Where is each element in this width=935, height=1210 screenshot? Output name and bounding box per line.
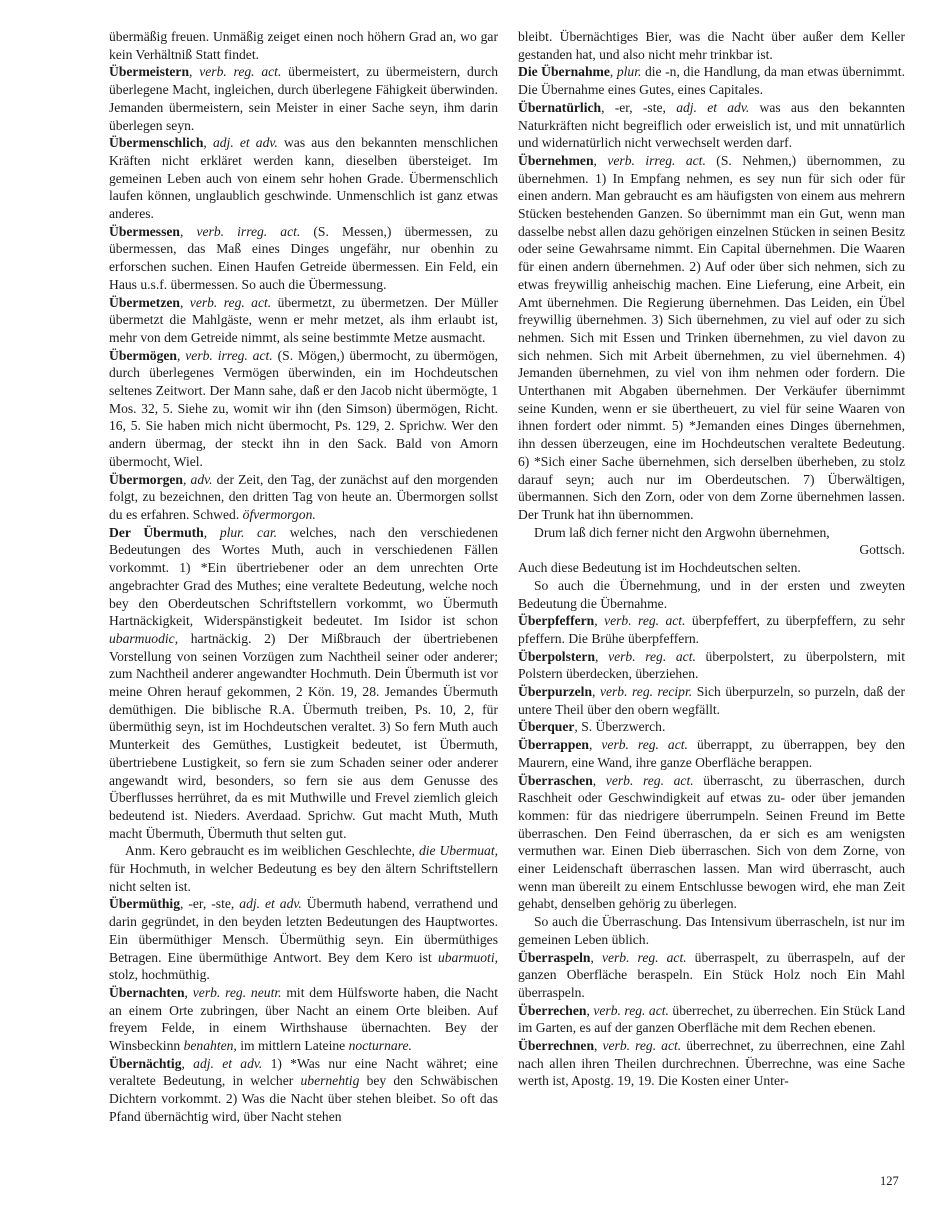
grammar-label: verb. reg. act. bbox=[602, 1038, 682, 1054]
headword: Übernachten bbox=[109, 984, 185, 1000]
definition: überpolstert, zu überpolstern, mit Polstern überdecken, überziehen. bbox=[518, 648, 906, 682]
definition-cont: bey den Schwäbischen Dichtern vorkommt. 2) Was die Nacht über stehen bleibet. So oft das Pfand übernächtig wird, über Nacht stehen bbox=[109, 1073, 498, 1124]
grammar-label: adj. et adv. bbox=[676, 99, 750, 115]
entry-ueberraspeln: Überraspeln, verb. reg. act. überraspelt, zu überraspeln, auf der ganzen Oberfläche beraspeln. Ein Stück Holz noch Ein Mahl überraspeln. bbox=[518, 949, 905, 1000]
definition: überraspelt, zu überraspeln, auf der ganzen Oberfläche beraspeln. Ein Stück Holz noch Ein Mahl überraspeln. bbox=[518, 949, 905, 1000]
definition: die -n, die Handlung, da man etwas übernimmt. Die Übernahme eines Gutes, eines Capitales. bbox=[518, 64, 906, 98]
definition: was aus den bekannten Naturkräften nicht begreiflich oder erweislich ist, und mit unnatürlich und widernatürlich nicht verwechselt werden darf. bbox=[518, 99, 905, 151]
verse-quote: Drum laß dich ferner nicht den Argwohn übernehmen, bbox=[534, 524, 830, 540]
definition: überrechet, zu überrechen. Ein Stück Land im Garten, es auf der ganzen Oberfläche mit dem Rechen ebenen. bbox=[518, 1002, 906, 1036]
definition: was aus den bekannten menschlichen Kräften nicht erkläret werden kann, dieselben übersteiget. Im gemeinen Leben auch von einem sehr hohen Grade. Übermenschlich laufen können, unglaublich geschwinde. Unmenschlich ist ganz etwas anderes. bbox=[109, 135, 498, 222]
entry-uebermuth: Der Übermuth, plur. car. welches, nach den verschiedenen Bedeutungen des Wortes Muth, auch in verschiedenen Fällen vorkommt. 1) *Ein übertriebener oder an dem unrechten Orte angebrachter Grad des Muthes; eine veraltete Bedeutung, welche noch bey den Oberdeutschen Schriftstellern vorkommt, wo Übermuth Hartnäckigkeit, Widerspänstigkeit bedeutet. Im Isidor ist schon ubarmuodic, hartnäckig. 2) Der Mißbrauch der übertriebenen Vorstellung von seinen Vorzügen zum Nachtheil seiner oder anderer; zum Nachtheil anderer angewandter Hochmuth. Dein Übermuth ist vor meine Ohren herauf gekommen, 2 Kön. 19, 28. Jemandes Übermuth demüthigen. Die biblische R.A. Übermuth treiben, Ps. 10, 2, für übermüthig seyn, ist im Hochdeutschen veraltet. 3) So fern Muth auch Munterkeit des Gemüthes, Lustigkeit bedeutet, ist Übermuth, übertriebene Lustigkeit, so fern sie zum Schaden seiner oder anderer angewandt wird, besonders, so fern sie aus dem Genusse des Überflusses herrühret, da es mit Muthwille und Frevel ziemlich gleich bedeutend ist. Nieders. Averdaad. Sprichw. Gut macht Muth, Muth macht Übermuth, Übermuth thut selten gut. bbox=[109, 524, 498, 841]
definition: (S. Messen,) übermessen, zu übermessen, das Maß eines Dinges ungefähr, nur obenhin zu erforschen suchen. Einen Haufen Getreide übermessen. Ein Feld, ein Haus u.s.f. übermessen. So auch die Übermessung. bbox=[109, 223, 499, 292]
headword: Übermeistern bbox=[109, 64, 190, 80]
headword: Überquer bbox=[518, 719, 575, 735]
grammar-label: verb. reg. neutr. bbox=[192, 984, 282, 1000]
grammar-label: verb. reg. act. bbox=[601, 949, 687, 965]
left-column bbox=[109, 28, 498, 1126]
headword: Übermüthig bbox=[109, 896, 180, 912]
headword: Übermorgen bbox=[109, 471, 183, 487]
grammar-label: adv. bbox=[190, 471, 213, 487]
entry-uebernahme: Die Übernahme, plur. die -n, die Handlung, da man etwas übernimmt. Die Übernahme eines Gutes, eines Capitales. bbox=[518, 64, 906, 98]
grammar-label: verb. reg. act. bbox=[199, 64, 282, 80]
entry-uebermuethig bbox=[109, 895, 498, 984]
headword: Überpolstern bbox=[518, 648, 596, 664]
definition-cont: stolz, hochmüthig. bbox=[109, 967, 210, 983]
headword: Überpfeffern bbox=[518, 613, 595, 629]
entry-uebernehmen: Übernehmen, verb. irreg. act. (S. Nehmen,) übernommen, zu übernehmen. 1) In Empfang nehmen, es sey nun für sich oder für einen andern. Man gebraucht es am häufigsten von einem aus mehrern Stücken bestehenden Ganzen. So übernimmt man ein Gut, wenn man dasselbe nebst allen dazu gehörigen einzelnen Stücken in seinen Besitz oder seine Gewahrsame nimmt. Ein Capital übernehmen. Die Waaren für einen andern übernehmen. 2) Auf oder über sich nehmen, sich zu etwas freywillig anheischig machen. Eine Lieferung, eine Arbeit, ein Amt übernehmen. Die Regierung übernehmen. Das Leiden, ein Übel freywillig übernehmen. 3) Sich übernehmen, zu viel auf oder zu sich nehmen. Sich mit Essen und Trinken übernehmen, zu viel davon zu sich nehmen. Sich mit Arbeit übernehmen, zu viel übernehmen. 4) Jemanden übernehmen, zu viel von ihm nehmen oder fordern. Die Unterthanen mit Abgaben übernehmen. Der Verkäufer übernimmt seine Kunden, wenn er sie übertheuert, zu viel für seine Waaren von ihnen fordert oder nimmt. 5) *Jemanden eines Dinges übernehmen, ihn dessen überzeugen, eine im Hochdeutschen veraltete Bedeutung. 6) *Sich einer Sache übernehmen, sich derselben überheben, zu stolz darauf seyn; auch nur im Oberdeutschen. 7) Überwältigen, übermannen. Sich den Zorn, oder von dem Zorne übernehmen lassen. Der Trunk hat ihn übernommen. bbox=[518, 152, 905, 522]
page-number: 127 bbox=[880, 1174, 899, 1188]
grammar-label: adj. et adv. bbox=[212, 135, 278, 151]
entry-uebernachten: Übernachten, verb. reg. neutr. mit dem Hülfsworte haben, die Nacht an einem Orte zubringen, über Nacht an einem Orte bleiben. Auf freyem Felde, in einem Wirthshause übernachten. Bey der Winsbeckinn benahten, im mittlern Lateine nocturnare. bbox=[109, 984, 499, 1054]
grammar-label: verb. irreg. act. bbox=[607, 152, 706, 168]
continued-text: bleibt. Übernächtiges Bier, was die Nacht über außer dem Keller gestanden hat, und also nicht mehr trinkbar ist. bbox=[518, 29, 905, 62]
entry-uebermorgen: Übermorgen, adv. der Zeit, den Tag, der zunächst auf den morgenden folgt, zu bezeichnen, den dritten Tag von heute an. Übermorgen sollst du es erfahren. Schwed. öfvermorgon. bbox=[109, 471, 499, 522]
headword: Der Übermuth bbox=[109, 524, 204, 540]
definition: der Zeit, den Tag, der zunächst auf den morgenden folgt, zu bezeichnen, den dritten Tag von heute an. Übermorgen sollst du es erfahren. Schwed. bbox=[109, 471, 499, 522]
entry-uebernaechtig: Übernächtig, adj. et adv. 1) *Was nur eine Nacht währet; eine veraltete Bedeutung, in welcher ubernehtig bey den Schwäbischen Dichtern vorkommt. 2) Was die Nacht über stehen bleibet. So oft das Pfand übernächtig wird, über Nacht stehen bbox=[109, 1055, 499, 1124]
headword: Übermessen bbox=[109, 223, 180, 239]
grammar-label: verb. irreg. act. bbox=[196, 223, 301, 239]
definition: (S. Mögen,) übermocht, zu übermögen, durch überlegenes Vermögen überwinden, ein im Hochdeutschen seltenes Zeitwort. Der Mann sahe, daß er den Jacob nicht übermögte, 1 Mos. 32, 5. Siehe zu, womit wir ihn (den Simson) übermögen, Richt. 16, 5. Sie haben mich nicht übermocht, Ps. 129, 2. Sprichw. Wer den andern übermag, der steckt ihn in den Sack. Bald von Amorn übermocht, Wiel. bbox=[109, 347, 499, 469]
definition: überrechnet, zu überrechnen, eine Zahl nach allen ihren Theilen durchrechnen. Überrechne, was eine Sache werth ist, Apostg. 19, 19. Die Kosten einer Unter- bbox=[518, 1038, 905, 1089]
grammar-label: verb. irreg. act. bbox=[185, 347, 273, 363]
definition: 1) *Was nur eine Nacht währet; eine veraltete Bedeutung, in welcher bbox=[109, 1055, 499, 1089]
entry-uebermeistern: Übermeistern, verb. reg. act. übermeistert, zu übermeistern, durch überlegene Macht, ingleichen, durch überlegene Fähigkeit überwinden. Jemanden übermeistern, sein Meister in einer Sache seyn, ihm darin überlegen seyn. bbox=[109, 64, 499, 133]
definition: überrascht, zu überraschen, durch Raschheit oder Geschwindigkeit auf etwas zu- oder über jemanden kommen: für das niedrigere überrumpeln. Seinen Freund im Bette überraschen. Den Feind überraschen, da er sich es am wenigsten vermuthen war. Einen Dieb überraschen. Sich von dem Zorne, von einer Leidenschaft überraschen lassen. Man wird überrascht, auch wenn man übereilt zu einem Entschlusse bewogen wird, ehe man Zeit gehabt, denselben gehörig zu überlegen. bbox=[518, 772, 905, 912]
entry-uebermetzen: Übermetzen, verb. reg. act. übermetzt, zu übermetzen. Der Müller übermetzt die Mahlgäste, wenn er mehr metzet, als ihm erlaubt ist, mehr von dem Getreide nimmt, als seine bestimmte Metze ausmacht. bbox=[109, 294, 499, 345]
grammar-label: verb. reg. act. bbox=[593, 1002, 669, 1018]
definition: welches, nach den verschiedenen Bedeutungen des Wortes Muth, auch in verschiedenen Fällen vorkommt. 1) *Ein übertriebener oder an dem unrechten Orte angebrachter Grad des Muthes; eine veraltete Bedeutung, welche noch bey den Oberdeutschen Schriftstellern vorkommt, wo Übermuth Hartnäckigkeit, Widerspänstigkeit bedeutet. Im Isidor ist schon bbox=[109, 524, 498, 629]
headword: Übermenschlich bbox=[109, 135, 204, 151]
entry-ueberrechnen: Überrechnen, verb. reg. act. überrechnet, zu überrechnen, eine Zahl nach allen ihren Theilen durchrechnen. Überrechne, was eine Sache werth ist, Apostg. 19, 19. Die Kosten einer Unter- bbox=[518, 1038, 905, 1089]
etymology: die Ubermuat, bbox=[418, 843, 498, 859]
derived-forms: So auch die Übernehmung, und in der ersten und zweyten Bedeutung die Übernahme. bbox=[518, 577, 905, 611]
definition: überrappt, zu überrappen, bey den Maurern, eine Wand, ihre ganze Oberfläche berappen. bbox=[518, 737, 906, 770]
headword: Überrappen bbox=[518, 737, 589, 753]
entry-ueberquer bbox=[518, 718, 905, 736]
definition: Übermuth habend, verrathend und darin gegründet, in den beyden letzten Bedeutungen des Hauptwortes. Ein übermüthiger Mensch. Übermüthig seyn. Ein übermüthiges Betragen. Eine übermüthige Antwort. Bey dem Kero ist bbox=[109, 896, 498, 965]
etymology: ubarmuodic, bbox=[109, 630, 179, 646]
derived-forms: So auch die Überraschung. Das Intensivum überrascheln, ist nur im gemeinen Leben üblich. bbox=[518, 914, 905, 947]
definition: übermeistert, zu übermeistern, durch überlegene Macht, ingleichen, durch überlegene Fähigkeit überwinden. Jemanden übermeistern, sein Meister in einer Sache seyn, ihm darin überlegen seyn. bbox=[109, 64, 499, 133]
grammar-label: verb. reg. act. bbox=[604, 613, 686, 629]
headword: Übernächtig bbox=[109, 1055, 182, 1071]
inflection: , -er, -ste, bbox=[180, 896, 235, 912]
headword: Überpurzeln bbox=[518, 684, 593, 700]
entry-uebernatuerlich bbox=[518, 99, 905, 152]
right-column bbox=[518, 28, 905, 1090]
definition-cont: im mittlern Lateine bbox=[240, 1038, 346, 1054]
etymology: ubarmuoti, bbox=[437, 949, 498, 965]
grammar-label: verb. reg. act. bbox=[605, 772, 694, 788]
headword: Überrechnen bbox=[518, 1038, 595, 1054]
annotation-text-cont: für Hochmuth, in welcher Bedeutung es bey den ältern Schriftstellern nicht selten ist. bbox=[109, 861, 498, 894]
entry-ueberpolstern: Überpolstern, verb. reg. act. überpolstert, zu überpolstern, mit Polstern überdecken, überziehen. bbox=[518, 648, 906, 682]
headword: Überrechen bbox=[518, 1002, 587, 1018]
inflection: , -er, -ste, bbox=[601, 99, 666, 115]
remark: Auch diese Bedeutung ist im Hochdeutschen selten. bbox=[518, 560, 801, 576]
continued-text: übermäßig freuen. Unmäßig zeiget einen noch höhern Grad an, wo gar kein Verhältniß Statt findet. bbox=[109, 29, 498, 62]
grammar-label: plur. car. bbox=[219, 524, 278, 540]
entry-uebermoegen: Übermögen, verb. irreg. act. (S. Mögen,) übermocht, zu übermögen, durch überlegenes Vermögen überwinden, ein im Hochdeutschen seltenes Zeitwort. Der Mann sahe, daß er den Jacob nicht übermögte, 1 Mos. 32, 5. Siehe zu, womit wir ihn (den Simson) übermögen, Richt. 16, 5. Sie haben mich nicht übermocht, Ps. 129, 2. Sprichw. Wer den andern übermag, der steckt ihn in den Sack. Bald von Amorn übermocht, Wiel. bbox=[109, 347, 499, 469]
entry-ueberrechen: Überrechen, verb. reg. act. überrechet, zu überrechen. Ein Stück Land im Garten, es auf der ganzen Oberfläche mit dem Rechen ebenen. bbox=[518, 1002, 906, 1036]
definition: übermetzt, zu übermetzen. Der Müller übermetzt die Mahlgäste, wenn er mehr metzet, als ihm erlaubt ist, mehr von dem Getreide nimmt, als seine bestimmte Metze ausmacht. bbox=[109, 294, 499, 345]
entry-ueberraschen: Überraschen, verb. reg. act. überrascht, zu überraschen, durch Raschheit oder Geschwindigkeit auf etwas zu- oder über jemanden kommen: für das niedrigere überrumpeln. Seinen Freund im Bette überraschen. Den Feind überraschen, da er sich es am wenigsten vermuthen war. Einen Dieb überraschen. Sich von dem Zorne, von einer Leidenschaft überraschen lassen. Man wird überrascht, auch wenn man übereilt zu einem Entschlusse bewogen wird, ehe man Zeit gehabt, denselben gehörig zu überlegen. bbox=[518, 772, 905, 912]
grammar-label: verb. reg. act. bbox=[608, 648, 696, 664]
headword: Übernehmen bbox=[518, 152, 594, 168]
definition: mit dem Hülfsworte haben, die Nacht an einem Orte zubringen, über Nacht an einem Orte bleiben. Auf freyem Felde, in einem Wirthshause übernachten. Bey der Winsbeckinn bbox=[109, 984, 499, 1054]
headword: Überraschen bbox=[518, 772, 593, 788]
annotation-text: Anm. Kero gebraucht es im weiblichen Geschlechte, bbox=[125, 843, 416, 859]
entry-ueberrappen: Überrappen, verb. reg. act. überrappt, zu überrappen, bey den Maurern, eine Wand, ihre ganze Oberfläche berappen. bbox=[518, 737, 906, 770]
grammar-label: adj. et adv. bbox=[239, 896, 302, 912]
etymology: öfvermorgon. bbox=[242, 506, 316, 522]
definition: Sich überpurzeln, so purzeln, daß der untere Theil über den obern wegfällt. bbox=[518, 684, 905, 717]
definition: , S. Überzwerch. bbox=[574, 719, 666, 735]
grammar-label: plur. bbox=[616, 64, 642, 80]
entry-ueberpurzeln: Überpurzeln, verb. reg. recipr. Sich überpurzeln, so purzeln, daß der untere Theil über den obern wegfällt. bbox=[518, 684, 905, 717]
definition: überpfeffert, zu überpfeffern, zu sehr pfeffern. Die Brühe überpfeffern. bbox=[518, 613, 905, 646]
grammar-label: adj. et adv. bbox=[193, 1055, 263, 1071]
definition: (S. Nehmen,) übernommen, zu übernehmen. 1) In Empfang nehmen, es sey nun für sich oder für einen andern. Man gebraucht es am häufigsten von einem aus mehrern Stücken bestehenden Ganzen. So übernimmt man ein Gut, wenn man dasselbe nebst allen dazu gehörigen einzelnen Stücken in seinen Besitz oder seine Gewahrsame nimmt. Ein Capital übernehmen. Die Waaren für einen andern übernehmen. 2) Auf oder über sich nehmen, sich zu etwas freywillig anheischig machen. Eine Lieferung, eine Arbeit, ein Amt übernehmen. Die Regierung übernehmen. Das Leiden, ein Übel freywillig übernehmen. 3) Sich übernehmen, zu viel auf oder zu sich nehmen. Sich mit Essen und Trinken übernehmen, zu viel davon zu sich nehmen. Sich mit Arbeit übernehmen, zu viel übernehmen. 4) Jemanden übernehmen, zu viel von ihm nehmen oder fordern. Die Unterthanen mit Abgaben übernehmen. Der Verkäufer übernimmt seine Kunden, wenn er sie übertheuert, zu viel für seine Waaren von ihnen fordert oder nimmt. 5) *Jemanden eines Dinges übernehmen, ihn dessen überzeugen, eine im Hochdeutschen veraltete Bedeutung. 6) *Sich einer Sache übernehmen, sich derselben überheben, zu stolz darauf seyn; auch nur im Oberdeutschen. 7) Überwältigen, übermannen. Sich den Zorn, oder von dem Zorne übernehmen lassen. Der Trunk hat ihn übernommen. bbox=[518, 152, 905, 522]
etymology-2: nocturnare. bbox=[348, 1038, 412, 1054]
grammar-label: verb. reg. recipr. bbox=[599, 684, 693, 700]
entry-uebermenschlich: Übermenschlich, adj. et adv. was aus den bekannten menschlichen Kräften nicht erkläret werden kann, dieselben übersteiget. Im gemeinen Leben auch von einem sehr hohen Grade. Übermenschlich laufen können, unglaublich geschwinde. Unmenschlich ist ganz etwas anderes. bbox=[109, 135, 498, 222]
headword: Die Übernahme bbox=[518, 64, 610, 80]
headword: Übermögen bbox=[109, 347, 177, 363]
annotation bbox=[109, 842, 498, 895]
grammar-label: verb. reg. act. bbox=[601, 737, 688, 753]
headword: Überraspeln bbox=[518, 949, 591, 965]
etymology: ubernehtig bbox=[300, 1073, 360, 1089]
grammar-label: verb. reg. act. bbox=[189, 294, 272, 310]
etymology: benahten, bbox=[183, 1038, 237, 1054]
headword: Übernatürlich bbox=[518, 99, 602, 115]
quote-source: Gottsch. bbox=[859, 542, 905, 558]
entry-uebermessen: Übermessen, verb. irreg. act. (S. Messen,) übermessen, zu übermessen, das Maß eines Dinges ungefähr, nur obenhin zu erforschen suchen. Einen Haufen Getreide übermessen. Ein Feld, ein Haus u.s.f. übermessen. So auch die Übermessung. bbox=[109, 223, 499, 292]
definition-cont: hartnäckig. 2) Der Mißbrauch der übertriebenen Vorstellung von seinen Vorzügen zum Nachtheil seiner oder anderer; zum Nachtheil anderer angewandter Hochmuth. Dein Übermuth ist vor meine Ohren herauf gekommen, 2 Kön. 19, 28. Jemandes Übermuth demüthigen. Die biblische R.A. Übermuth treiben, Ps. 10, 2, für übermüthig seyn, ist im Hochdeutschen veraltet. 3) So fern Muth auch Munterkeit des Gemüthes, Lustigkeit bedeutet, ist Übermuth, übertriebene Lustigkeit, so fern sie zum Schaden seiner oder anderer angewandt wird, besonders, so fern sie aus dem Genusse des Überflusses herrühret, da es mit Muthwille und Frevel ziemlich gleich bedeutend ist. Nieders. Averdaad. Sprichw. Gut macht Muth, Muth macht Übermuth, Übermuth thut selten gut. bbox=[109, 630, 498, 841]
headword: Übermetzen bbox=[109, 294, 180, 310]
entry-ueberpfeffern: Überpfeffern, verb. reg. act. überpfeffert, zu überpfeffern, zu sehr pfeffern. Die Brühe überpfeffern. bbox=[518, 613, 905, 646]
